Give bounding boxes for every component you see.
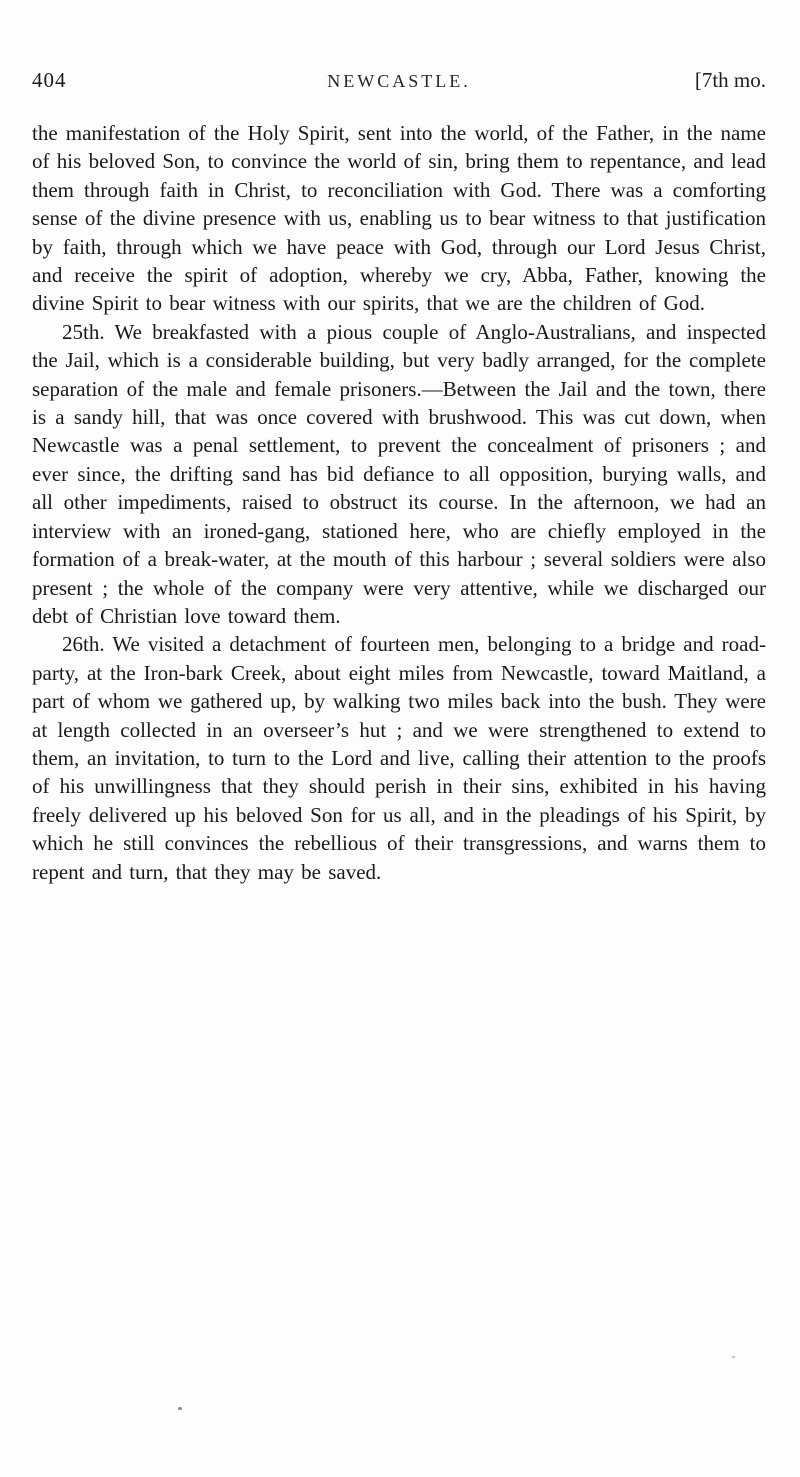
scan-speck bbox=[178, 1407, 182, 1410]
scan-speck bbox=[732, 1356, 735, 1358]
page-body-text bbox=[32, 119, 766, 886]
running-header-title: NEWCASTLE. bbox=[327, 71, 471, 91]
page-header bbox=[32, 68, 766, 93]
paragraph-26th: 26th. We visited a detachment of fourteen men, belonging to a bridge and road-party, at the Iron-bark Creek, about eight miles from Newcastle, toward Maitland, a part of whom we gathered up, by walking two miles back into the bush. They were at length collected in an overseer’s hut ; and we were strengthened to extend to them, an invitation, to turn to the Lord and live, calling their attention to the proofs of his unwillingness that they should perish in their sins, exhibited in his having freely delivered up his beloved Son for us all, and in the pleadings of his Spirit, by which he still convinces the rebellious of their transgressions, and warns them to repent and turn, that they may be saved. bbox=[32, 632, 766, 884]
running-header-date: [7th mo. bbox=[694, 68, 766, 92]
paragraph-continuation: the manifestation of the Holy Spirit, sent into the world, of the Father, in the name of his beloved Son, to convince the world of sin, bring them to repentance, and lead them through faith in Christ, to reconciliation with God. There was a comforting sense of the divine presence with us, enabling us to bear witness to that justification by faith, through which we have peace with God, through our Lord Jesus Christ, and receive the spirit of adoption, whereby we cry, Abba, Father, knowing the divine Spirit to bear witness with our spirits, that we are the children of God. bbox=[32, 121, 766, 316]
page-number: 404 bbox=[32, 68, 67, 92]
paragraph-25th: 25th. We breakfasted with a pious couple of Anglo-Australians, and inspected the Jail, which is a considerable building, but very badly arranged, for the complete separation of the male and female prisoners.—Between the Jail and the town, there is a sandy hill, that was once covered with brushwood. This was cut down, when Newcastle was a penal settlement, to prevent the concealment of prisoners ; and ever since, the drifting sand has bid defiance to all opposition, burying walls, and all other impediments, raised to obstruct its course. In the afternoon, we had an interview with an ironed-gang, stationed here, who are chiefly employed in the formation of a break-water, at the mouth of this harbour ; several soldiers were also present ; the whole of the company were very attentive, while we discharged our debt of Christian love toward them. bbox=[32, 319, 766, 628]
